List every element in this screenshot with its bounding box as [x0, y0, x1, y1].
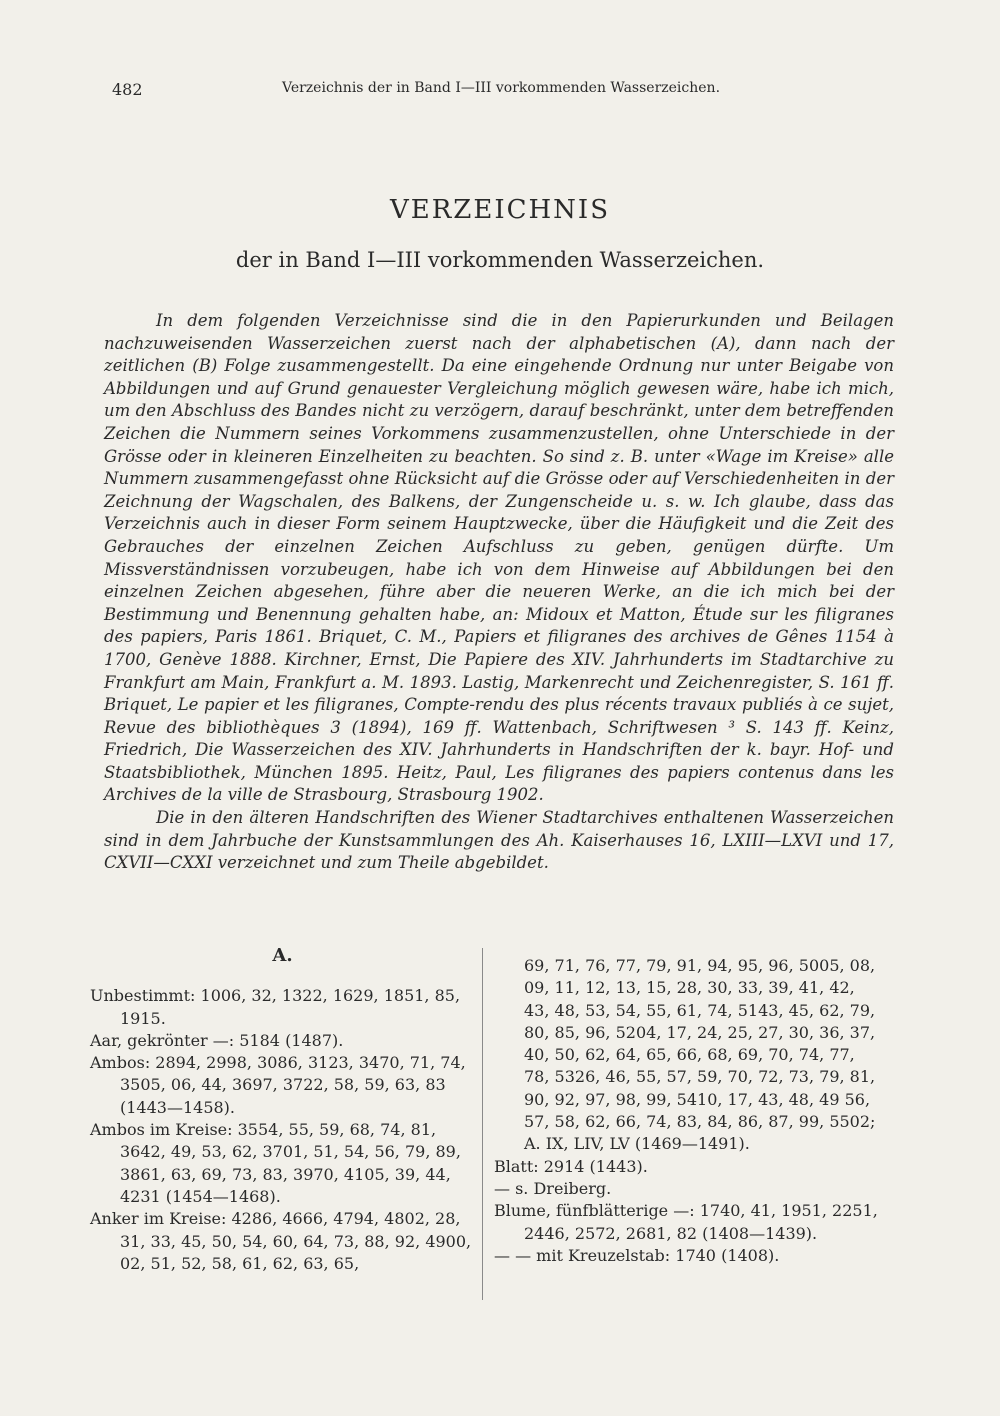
intro-paragraph-1: In dem folgenden Verzeichnisse sind die in den Papierurkunden und Beilagen nachzuweisenden Wasserzeichen zuerst nach der alphabetischen (A), dann nach der zeitlichen (B) Folge zusammengestellt. Da eine eingehende Ordnung nur unter Beigabe von Abbildungen und auf Grund genauester Vergleichung möglich gewesen wäre, habe ich mich, um den Abschluss des Bandes nicht zu verzögern, darauf beschränkt, unter dem betreffenden Zeichen die Nummern seines Vorkommens zusammenzustellen, ohne Unterschiede in der Grösse oder in kleineren Einzelheiten zu beachten. So sind z. B. unter «Wage im Kreise» alle Nummern zusammengefasst ohne Rücksicht auf die Grösse oder auf Verschiedenheiten in der Zeichnung der Wagschalen, des Balkens, der Zungenscheide u. s. w. Ich glaube, dass das Verzeichnis auch in dieser Form seinem Hauptzwecke, über die Häufigkeit und die Zeit des Gebrauches der einzelnen Zeichen Aufschluss zu geben, genügen dürfte. Um Missverständnissen vorzubeugen, habe ich von dem Hinweise auf Abbildungen bei den einzelnen Zeichen abgesehen, führe aber die neueren Werke, an die ich mich bei der Bestimmung und Benennung gehalten habe, an: Midoux et Matton, Étude sur les filigranes des papiers, Paris 1861. Briquet, C. M., Papiers et filigranes des archives de Gênes 1154 à 1700, Genève 1888. Kirchner, Ernst, Die Papiere des XIV. Jahrhunderts im Stadtarchive zu Frankfurt am Main, Frankfurt a. M. 1893. Lastig, Markenrecht und Zeichenregister, S. 161 ff. Briquet, Le papier et les filigranes, Compte-rendu des plus récents travaux publiés à ce sujet, Revue des bibliothèques 3 (1894), 169 ff. Wattenbach, Schriftwesen ³ S. 143 ff. Keinz, Friedrich, Die Wasserzeichen des XIV. Jahrhunderts in Handschriften der k. bayr. Hof- und Staatsbibliothek, München 1895. Heitz, Paul, Les filigranes des papiers contenus dans les Archives de la ville de Strasbourg, Strasbourg 1902. — [104, 311, 894, 805]
page-number: 482 — [112, 80, 143, 99]
column-divider — [482, 948, 483, 1300]
index-entry: Blume, fünfblätterige —: 1740, 41, 1951, 2251, 2446, 2572, 2681, 82 (1408—1439). — [494, 1201, 878, 1243]
index-entry: Anker im Kreise: 4286, 4666, 4794, 4802, 28, 31, 33, 45, 50, 54, 60, 64, 73, 88, 92, 4900, 02, 51, 52, 58, 61, 62, 63, 65, — [90, 1209, 472, 1273]
right-column — [494, 955, 879, 1267]
index-entry: — — mit Kreuzelstab: 1740 (1408). — [494, 1245, 780, 1265]
index-entry: Unbestimmt: 1006, 32, 1322, 1629, 1851, 85, 1915. — [90, 986, 461, 1028]
index-entry: Blatt: 2914 (1443). — [494, 1156, 648, 1176]
page-subtitle: der in Band I—III vorkommenden Wasserzeichen. — [235, 248, 765, 272]
introduction — [104, 310, 894, 875]
section-letter: A. — [272, 945, 293, 966]
page-title: VERZEICHNIS — [389, 195, 611, 225]
index-entry: Ambos: 2894, 2998, 3086, 3123, 3470, 71, 74, 3505, 06, 44, 3697, 3722, 58, 59, 63, 83 (1443—1458). — [90, 1053, 466, 1117]
running-title: Verzeichnis der in Band I—III vorkommenden Wasserzeichen. — [282, 80, 721, 96]
index-entry: Ambos im Kreise: 3554, 55, 59, 68, 74, 81, 3642, 49, 53, 62, 3701, 51, 54, 56, 79, 89, 3861, 63, 69, 73, 83, 3970, 4105, 39, 44, 4231 (1454—1468). — [90, 1120, 461, 1206]
index-entry: Aar, gekrönter —: 5184 (1487). — [90, 1030, 344, 1050]
left-column — [90, 945, 475, 1275]
index-entry-continuation: 69, 71, 76, 77, 79, 91, 94, 95, 96, 5005, 08, 09, 11, 12, 13, 15, 28, 30, 33, 39, 41, 42, 43, 48, 53, 54, 55, 61, 74, 5143, 45, 62, 79, 80, 85, 96, 5204, 17, 24, 25, 27, 30, 36, 37, 40, 50, 62, 64, 65, 66, 68, 69, 70, 74, 77, 78, 5326, 46, 55, 57, 59, 70, 72, 73, 79, 81, 90, 92, 97, 98, 99, 5410, 17, 43, 48, 49 56, 57, 58, 62, 66, 74, 83, 84, 86, 87, 99, 5502; A. IX, LIV, LV (1469—1491). — [524, 956, 876, 1154]
index-entry: — s. Dreiberg. — [494, 1178, 612, 1198]
intro-paragraph-2: Die in den älteren Handschriften des Wiener Stadtarchives enthaltenen Wasserzeichen sind in dem Jahrbuche der Kunstsammlungen des Ah. Kaiserhauses 16, LXIII—LXVI und 17, CXVII—CXXI verzeichnet und zum Theile abgebildet. — [104, 808, 894, 873]
running-header — [112, 80, 732, 99]
